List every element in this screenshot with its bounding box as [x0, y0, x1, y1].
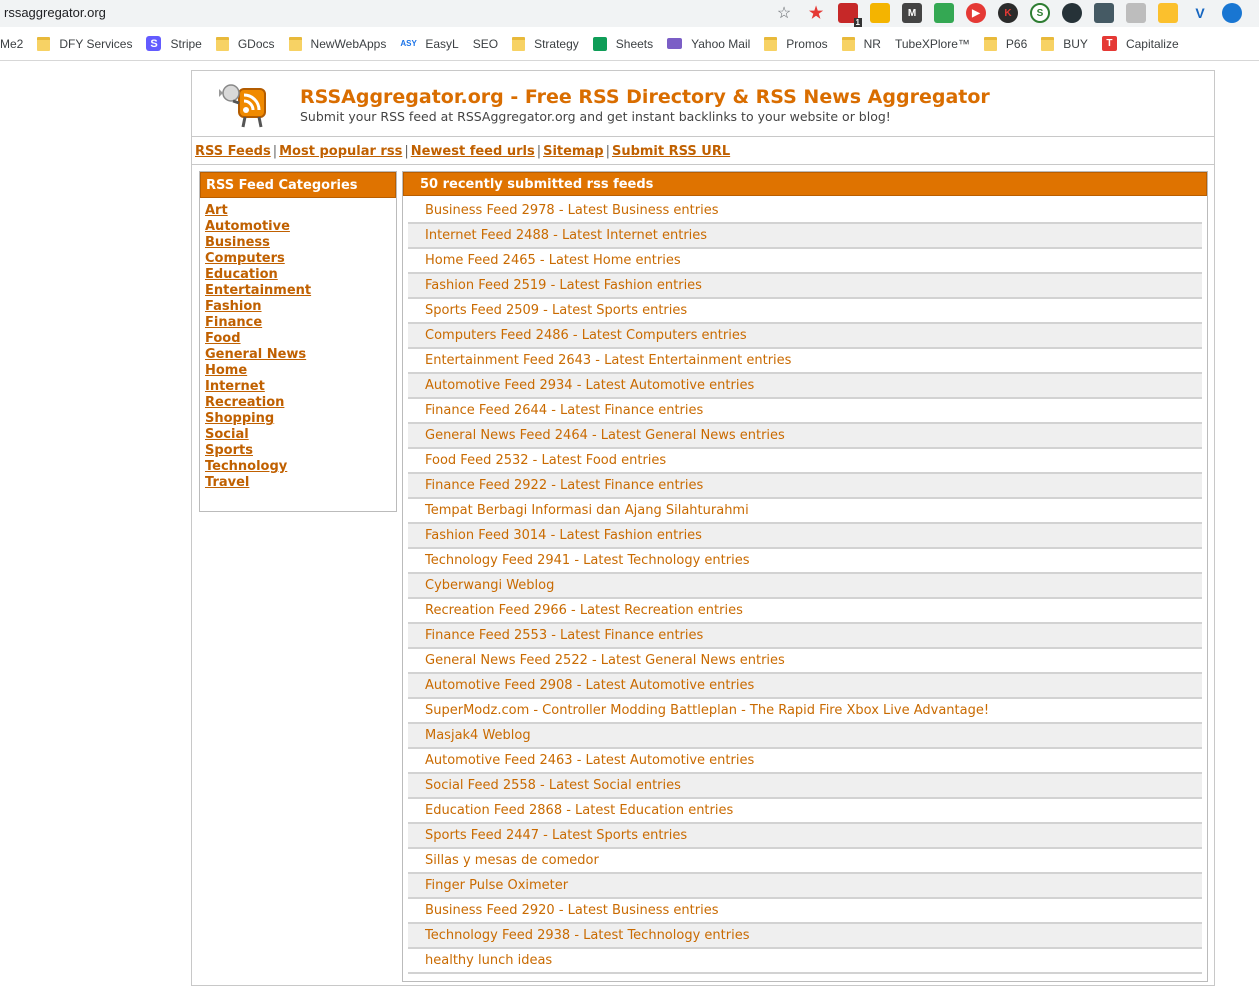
- nav-separator: |: [605, 144, 610, 159]
- feed-link[interactable]: Internet Feed 2488 - Latest Internet entries: [425, 228, 708, 243]
- bookmark-item[interactable]: [473, 37, 498, 51]
- category-link[interactable]: Shopping: [205, 411, 275, 426]
- feed-row: [408, 724, 1202, 749]
- top-navigation: [192, 137, 1214, 165]
- bookmark-label: BUY: [1063, 36, 1088, 51]
- category-item: [205, 395, 391, 411]
- maps-extension-icon[interactable]: [934, 3, 954, 23]
- bookmark-label: P66: [1005, 36, 1028, 51]
- bookmark-item[interactable]: [216, 37, 275, 51]
- feed-row: [408, 524, 1202, 549]
- feed-row: [408, 374, 1202, 399]
- feed-link[interactable]: Technology Feed 2941 - Latest Technology entries: [425, 553, 750, 568]
- bookmark-item[interactable]: [1102, 36, 1179, 51]
- bookmark-label: Stripe: [170, 36, 202, 51]
- feed-row: [408, 699, 1202, 724]
- gray-extension-icon[interactable]: [1126, 3, 1146, 23]
- category-item: [205, 347, 391, 363]
- bookmark-label: Yahoo Mail: [691, 36, 751, 51]
- feed-row: [408, 649, 1202, 674]
- feed-link[interactable]: healthy lunch ideas: [425, 953, 553, 968]
- folder-icon: [216, 37, 229, 51]
- category-link[interactable]: Education: [205, 267, 278, 282]
- bookmarks-bar: [0, 27, 1259, 61]
- folder-icon: [1041, 37, 1054, 51]
- feed-row: [408, 199, 1202, 224]
- bookmark-label: GDocs: [237, 36, 275, 51]
- feed-link[interactable]: Education Feed 2868 - Latest Education entries: [425, 803, 734, 818]
- feed-row: [408, 899, 1202, 924]
- folder-icon: [37, 37, 50, 51]
- category-item: [205, 379, 391, 395]
- feed-row: [408, 949, 1202, 974]
- bookmark-item[interactable]: [512, 37, 579, 51]
- nav-rss-feeds[interactable]: RSS Feeds: [195, 144, 271, 159]
- category-item: [205, 443, 391, 459]
- bookmark-label: Sheets: [615, 36, 654, 51]
- bookmark-label: Promos: [786, 36, 828, 51]
- category-link[interactable]: Finance: [205, 315, 263, 330]
- v-extension-icon[interactable]: V: [1195, 5, 1205, 21]
- site-title: RSSAggregator.org - Free RSS Directory & RSS News Aggregator: [300, 86, 990, 108]
- nav-submit-rss-url[interactable]: Submit RSS URL: [611, 144, 731, 159]
- folder-icon: [289, 37, 302, 51]
- feed-row: [408, 499, 1202, 524]
- category-item: [205, 459, 391, 475]
- feed-row: [408, 424, 1202, 449]
- bookmark-label: Me2: [0, 36, 24, 51]
- stripe-icon: S: [146, 36, 161, 51]
- extension-badge: 1: [855, 18, 860, 27]
- url-text[interactable]: rssaggregator.org: [4, 5, 106, 20]
- bookmark-item[interactable]: [0, 37, 23, 51]
- folder-icon: [512, 37, 525, 51]
- category-link[interactable]: Fashion: [205, 299, 262, 314]
- feed-link[interactable]: Recreation Feed 2966 - Latest Recreation entries: [425, 603, 743, 618]
- feed-row: [408, 574, 1202, 599]
- mail-icon: [667, 38, 682, 49]
- feed-row: [408, 924, 1202, 949]
- feed-row: [408, 224, 1202, 249]
- feed-row: [408, 674, 1202, 699]
- bookmark-label: EasyL: [425, 36, 459, 51]
- feed-row: [408, 474, 1202, 499]
- nav-most-popular-rss[interactable]: Most popular rss: [279, 144, 403, 159]
- nav-separator: |: [404, 144, 409, 159]
- feed-row: [408, 399, 1202, 424]
- s-extension-icon[interactable]: S: [1030, 3, 1050, 23]
- bookmark-star-icon[interactable]: ☆: [776, 5, 792, 22]
- feed-row: [408, 624, 1202, 649]
- feed-row: [408, 349, 1202, 374]
- category-item: [205, 411, 391, 427]
- nav-sitemap[interactable]: Sitemap: [543, 144, 604, 159]
- calendar-extension-icon[interactable]: [838, 3, 860, 27]
- video-extension-icon[interactable]: ▶: [966, 3, 986, 23]
- feed-row: [408, 824, 1202, 849]
- feed-link[interactable]: Business Feed 2978 - Latest Business entries: [425, 203, 719, 218]
- rss-mascot-logo-icon: [219, 79, 277, 131]
- recent-feeds-panel: [402, 171, 1208, 982]
- page-container: [191, 70, 1215, 986]
- star-extension-icon[interactable]: ★: [808, 5, 824, 22]
- feed-row: [408, 799, 1202, 824]
- feed-link[interactable]: Finger Pulse Oximeter: [425, 878, 569, 893]
- category-item: [205, 475, 391, 491]
- category-item: [205, 251, 391, 267]
- category-item: [205, 299, 391, 315]
- feed-link[interactable]: Automotive Feed 2934 - Latest Automotive entries: [425, 378, 755, 393]
- folder-icon: [764, 37, 777, 51]
- bookmark-label: TubeXPlore™: [894, 36, 970, 51]
- bookmark-item[interactable]: [289, 37, 387, 51]
- categories-sidebar: [199, 171, 397, 512]
- feed-link[interactable]: Tempat Berbagi Informasi dan Ajang Silahturahmi: [425, 503, 749, 518]
- category-link[interactable]: Travel: [205, 475, 250, 490]
- k-extension-icon[interactable]: K: [998, 3, 1018, 23]
- feed-row: [408, 324, 1202, 349]
- feed-row: [408, 849, 1202, 874]
- category-item: [205, 267, 391, 283]
- bookmark-item[interactable]: [37, 37, 132, 51]
- category-item: [205, 283, 391, 299]
- category-link[interactable]: Internet: [205, 379, 265, 394]
- feed-list: [403, 196, 1207, 974]
- feed-link[interactable]: General News Feed 2464 - Latest General News entries: [425, 428, 785, 443]
- category-link[interactable]: Art: [205, 203, 228, 218]
- bookmark-item[interactable]: [146, 36, 201, 51]
- feed-link[interactable]: Cyberwangi Weblog: [425, 578, 555, 593]
- bookmark-label: Strategy: [534, 36, 579, 51]
- feed-link[interactable]: General News Feed 2522 - Latest General News entries: [425, 653, 785, 668]
- feed-link[interactable]: Finance Feed 2644 - Latest Finance entries: [425, 403, 704, 418]
- nav-separator: |: [272, 144, 278, 159]
- feed-row: [408, 749, 1202, 774]
- feed-link[interactable]: Automotive Feed 2908 - Latest Automotive entries: [425, 678, 755, 693]
- profile-avatar-icon[interactable]: [1222, 3, 1242, 23]
- address-bar[interactable]: [0, 0, 1259, 27]
- feed-row: [408, 249, 1202, 274]
- bookmark-item[interactable]: [667, 37, 750, 51]
- bookmark-label: NewWebApps: [310, 36, 387, 51]
- category-item: [205, 315, 391, 331]
- feed-link[interactable]: Business Feed 2920 - Latest Business entries: [425, 903, 719, 918]
- feed-link[interactable]: SuperModz.com - Controller Modding Battleplan - The Rapid Fire Xbox Live Advantage!: [425, 703, 990, 718]
- feed-link[interactable]: Masjak4 Weblog: [425, 728, 531, 743]
- feed-row: [408, 549, 1202, 574]
- category-link[interactable]: Computers: [205, 251, 285, 266]
- m-extension-icon[interactable]: M: [902, 3, 922, 23]
- category-link[interactable]: Social: [205, 427, 249, 442]
- feed-row: [408, 449, 1202, 474]
- feed-link[interactable]: Entertainment Feed 2643 - Latest Entertainment entries: [425, 353, 792, 368]
- feed-link[interactable]: Sillas y mesas de comedor: [425, 853, 599, 868]
- category-link[interactable]: General News: [205, 347, 307, 362]
- bookmark-label: DFY Services: [59, 36, 133, 51]
- sheets-icon: [593, 37, 607, 51]
- nav-separator: |: [536, 144, 542, 159]
- category-item: [205, 427, 391, 443]
- feed-link[interactable]: Sports Feed 2509 - Latest Sports entries: [425, 303, 688, 318]
- bookmark-item[interactable]: [842, 37, 881, 51]
- sidebar-heading: RSS Feed Categories: [200, 172, 396, 198]
- feed-row: [408, 599, 1202, 624]
- category-link[interactable]: Food: [205, 331, 241, 346]
- category-item: [205, 363, 391, 379]
- category-link[interactable]: Technology: [205, 459, 288, 474]
- category-link[interactable]: Entertainment: [205, 283, 312, 298]
- feed-row: [408, 299, 1202, 324]
- feed-link[interactable]: Sports Feed 2447 - Latest Sports entries: [425, 828, 688, 843]
- feed-row: [408, 874, 1202, 899]
- category-list: [200, 198, 396, 496]
- category-item: [205, 219, 391, 235]
- feed-link[interactable]: Automotive Feed 2463 - Latest Automotive entries: [425, 753, 755, 768]
- category-link[interactable]: Home: [205, 363, 248, 378]
- site-tagline: Submit your RSS feed at RSSAggregator.org and get instant backlinks to your website or blog!: [300, 109, 891, 124]
- feed-row: [408, 774, 1202, 799]
- extension-toolbar: [774, 3, 1254, 27]
- feed-link[interactable]: Finance Feed 2922 - Latest Finance entries: [425, 478, 704, 493]
- compass-extension-icon[interactable]: [1062, 3, 1082, 23]
- category-item: [205, 203, 391, 219]
- bookmark-label: Capitalize: [1125, 36, 1179, 51]
- feed-row: [408, 274, 1202, 299]
- bulb-extension-icon[interactable]: [1094, 3, 1114, 23]
- feed-link[interactable]: Technology Feed 2938 - Latest Technology entries: [425, 928, 750, 943]
- bookmark-item[interactable]: [895, 37, 970, 51]
- bookmark-item[interactable]: [593, 37, 653, 51]
- site-header: [192, 71, 1214, 137]
- asy-icon: ASY: [400, 39, 417, 48]
- bookmark-label: NR: [863, 36, 881, 51]
- bookmark-label: SEO: [472, 36, 499, 51]
- cap-icon: T: [1102, 36, 1117, 51]
- feed-link[interactable]: Home Feed 2465 - Latest Home entries: [425, 253, 681, 268]
- category-link[interactable]: Sports: [205, 443, 253, 458]
- edit-extension-icon[interactable]: [1158, 3, 1178, 23]
- feed-link[interactable]: Food Feed 2532 - Latest Food entries: [425, 453, 667, 468]
- category-item: [205, 331, 391, 347]
- bookmark-item[interactable]: [400, 37, 458, 51]
- feed-link[interactable]: Computers Feed 2486 - Latest Computers entries: [425, 328, 747, 343]
- category-link[interactable]: Recreation: [205, 395, 285, 410]
- feed-link[interactable]: Finance Feed 2553 - Latest Finance entries: [425, 628, 704, 643]
- feed-link[interactable]: Fashion Feed 3014 - Latest Fashion entries: [425, 528, 702, 543]
- bookmark-item[interactable]: [984, 37, 1027, 51]
- recent-feeds-heading: 50 recently submitted rss feeds: [403, 172, 1207, 196]
- folder-icon: [984, 37, 997, 51]
- nav-newest-feed-urls[interactable]: Newest feed urls: [410, 144, 535, 159]
- folder-icon: [842, 37, 855, 51]
- bookmark-item[interactable]: [1041, 37, 1088, 51]
- bookmark-item[interactable]: [764, 37, 827, 51]
- feed-link[interactable]: Fashion Feed 2519 - Latest Fashion entries: [425, 278, 702, 293]
- category-item: [205, 235, 391, 251]
- category-link[interactable]: Automotive: [205, 219, 290, 234]
- note-extension-icon[interactable]: [870, 3, 890, 23]
- category-link[interactable]: Business: [205, 235, 270, 250]
- feed-link[interactable]: Social Feed 2558 - Latest Social entries: [425, 778, 681, 793]
